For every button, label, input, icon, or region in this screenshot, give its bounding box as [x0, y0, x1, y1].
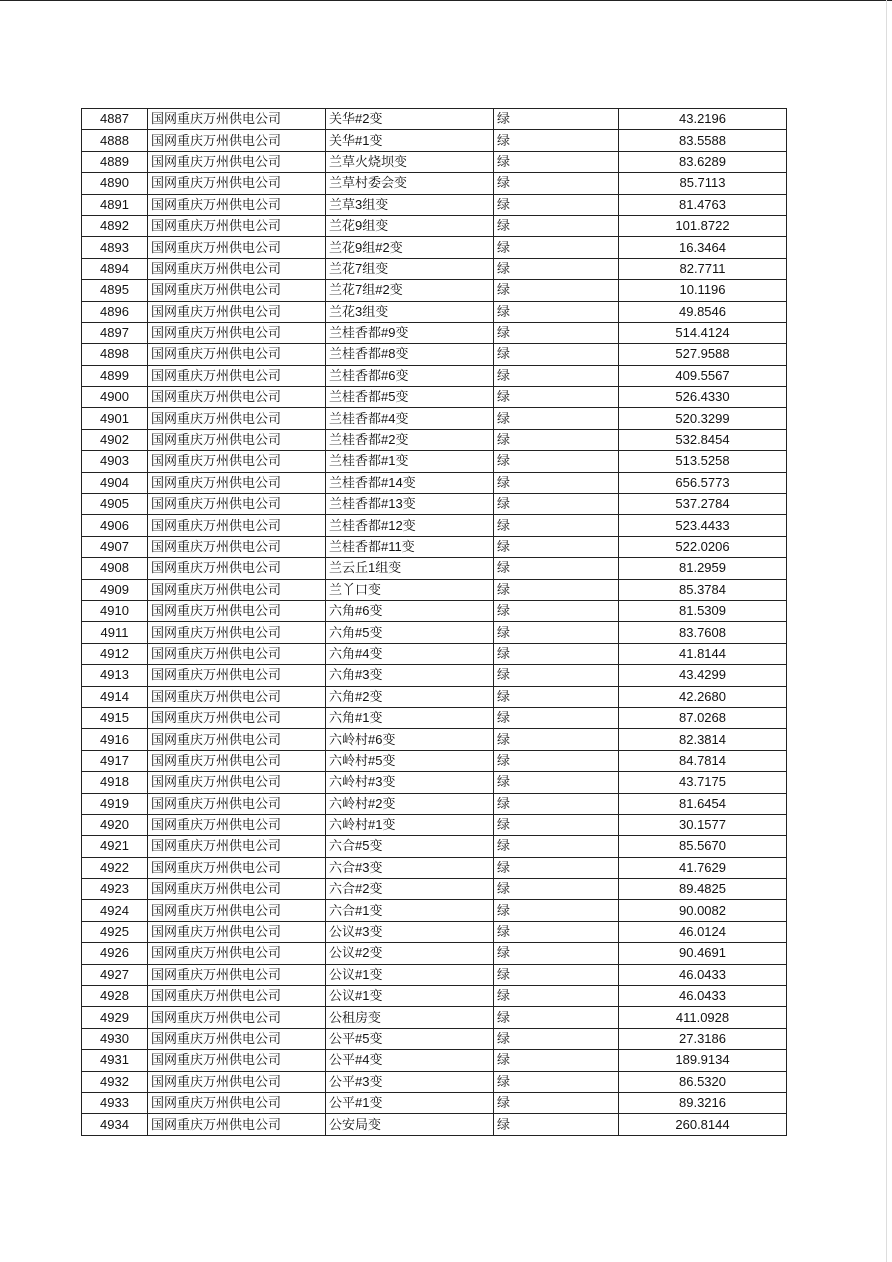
value-cell: 514.4124 [619, 322, 787, 343]
value-cell: 90.4691 [619, 943, 787, 964]
row-number-cell: 4912 [82, 643, 148, 664]
table-row [82, 280, 787, 301]
company-cell: 国网重庆万州供电公司 [148, 814, 326, 835]
row-number-cell: 4890 [82, 173, 148, 194]
table-row [82, 729, 787, 750]
company-cell: 国网重庆万州供电公司 [148, 879, 326, 900]
company-cell: 国网重庆万州供电公司 [148, 387, 326, 408]
row-number-cell: 4926 [82, 943, 148, 964]
row-number-cell: 4902 [82, 429, 148, 450]
value-cell: 43.2196 [619, 109, 787, 130]
value-cell: 513.5258 [619, 451, 787, 472]
transformer-name-cell: 六角#3变 [326, 665, 494, 686]
company-cell: 国网重庆万州供电公司 [148, 1007, 326, 1028]
status-cell: 绿 [494, 1007, 619, 1028]
company-cell: 国网重庆万州供电公司 [148, 258, 326, 279]
table-row [82, 1007, 787, 1028]
value-cell: 46.0124 [619, 921, 787, 942]
company-cell: 国网重庆万州供电公司 [148, 622, 326, 643]
table-row [82, 301, 787, 322]
row-number-cell: 4903 [82, 451, 148, 472]
value-cell: 81.6454 [619, 793, 787, 814]
table-row [82, 643, 787, 664]
value-cell: 526.4330 [619, 387, 787, 408]
transformer-name-cell: 兰花9组#2变 [326, 237, 494, 258]
row-number-cell: 4924 [82, 900, 148, 921]
value-cell: 42.2680 [619, 686, 787, 707]
transformer-name-cell: 兰草火烧坝变 [326, 151, 494, 172]
status-cell: 绿 [494, 451, 619, 472]
company-cell: 国网重庆万州供电公司 [148, 836, 326, 857]
value-cell: 41.8144 [619, 643, 787, 664]
row-number-cell: 4911 [82, 622, 148, 643]
company-cell: 国网重庆万州供电公司 [148, 943, 326, 964]
table-row [82, 365, 787, 386]
table-row [82, 921, 787, 942]
row-number-cell: 4917 [82, 750, 148, 771]
status-cell: 绿 [494, 729, 619, 750]
table-row [82, 237, 787, 258]
status-cell: 绿 [494, 665, 619, 686]
transformer-name-cell: 关华#2变 [326, 109, 494, 130]
company-cell: 国网重庆万州供电公司 [148, 600, 326, 621]
row-number-cell: 4918 [82, 772, 148, 793]
company-cell: 国网重庆万州供电公司 [148, 900, 326, 921]
status-cell: 绿 [494, 130, 619, 151]
status-cell: 绿 [494, 1028, 619, 1049]
value-cell: 90.0082 [619, 900, 787, 921]
transformer-name-cell: 兰草村委会变 [326, 173, 494, 194]
company-cell: 国网重庆万州供电公司 [148, 301, 326, 322]
row-number-cell: 4892 [82, 215, 148, 236]
status-cell: 绿 [494, 494, 619, 515]
row-number-cell: 4894 [82, 258, 148, 279]
value-cell: 85.3784 [619, 579, 787, 600]
table-row [82, 322, 787, 343]
company-cell: 国网重庆万州供电公司 [148, 772, 326, 793]
value-cell: 656.5773 [619, 472, 787, 493]
company-cell: 国网重庆万州供电公司 [148, 429, 326, 450]
status-cell: 绿 [494, 622, 619, 643]
status-cell: 绿 [494, 408, 619, 429]
transformer-name-cell: 公议#3变 [326, 921, 494, 942]
company-cell: 国网重庆万州供电公司 [148, 1050, 326, 1071]
value-cell: 411.0928 [619, 1007, 787, 1028]
transformer-name-cell: 公平#5变 [326, 1028, 494, 1049]
status-cell: 绿 [494, 387, 619, 408]
transformer-name-cell: 兰花9组变 [326, 215, 494, 236]
transformer-name-cell: 兰桂香都#14变 [326, 472, 494, 493]
status-cell: 绿 [494, 344, 619, 365]
value-cell: 81.4763 [619, 194, 787, 215]
row-number-cell: 4916 [82, 729, 148, 750]
transformer-name-cell: 公安局变 [326, 1114, 494, 1135]
row-number-cell: 4934 [82, 1114, 148, 1135]
table-row [82, 579, 787, 600]
table-row [82, 943, 787, 964]
transformer-name-cell: 六角#5变 [326, 622, 494, 643]
company-cell: 国网重庆万州供电公司 [148, 536, 326, 557]
company-cell: 国网重庆万州供电公司 [148, 344, 326, 365]
transformer-name-cell: 兰花7组变 [326, 258, 494, 279]
company-cell: 国网重庆万州供电公司 [148, 130, 326, 151]
transformer-name-cell: 六角#6变 [326, 600, 494, 621]
transformer-name-cell: 六岭村#5变 [326, 750, 494, 771]
table-row [82, 686, 787, 707]
transformer-name-cell: 公平#4变 [326, 1050, 494, 1071]
row-number-cell: 4927 [82, 964, 148, 985]
status-cell: 绿 [494, 643, 619, 664]
status-cell: 绿 [494, 258, 619, 279]
transformer-name-cell: 公议#1变 [326, 986, 494, 1007]
table-row [82, 964, 787, 985]
transformer-name-cell: 公租房变 [326, 1007, 494, 1028]
status-cell: 绿 [494, 986, 619, 1007]
status-cell: 绿 [494, 558, 619, 579]
status-cell: 绿 [494, 900, 619, 921]
company-cell: 国网重庆万州供电公司 [148, 408, 326, 429]
value-cell: 89.4825 [619, 879, 787, 900]
status-cell: 绿 [494, 964, 619, 985]
status-cell: 绿 [494, 750, 619, 771]
transformer-name-cell: 兰草3组变 [326, 194, 494, 215]
transformer-name-cell: 兰桂香都#5变 [326, 387, 494, 408]
table-row [82, 429, 787, 450]
row-number-cell: 4920 [82, 814, 148, 835]
company-cell: 国网重庆万州供电公司 [148, 793, 326, 814]
row-number-cell: 4889 [82, 151, 148, 172]
transformer-name-cell: 六合#2变 [326, 879, 494, 900]
value-cell: 189.9134 [619, 1050, 787, 1071]
value-cell: 81.2959 [619, 558, 787, 579]
table-row [82, 408, 787, 429]
table-row [82, 793, 787, 814]
status-cell: 绿 [494, 579, 619, 600]
status-cell: 绿 [494, 301, 619, 322]
row-number-cell: 4931 [82, 1050, 148, 1071]
page-top-border [0, 0, 892, 1]
company-cell: 国网重庆万州供电公司 [148, 707, 326, 728]
row-number-cell: 4909 [82, 579, 148, 600]
value-cell: 85.7113 [619, 173, 787, 194]
table-row [82, 900, 787, 921]
row-number-cell: 4922 [82, 857, 148, 878]
table-row [82, 986, 787, 1007]
table-row [82, 494, 787, 515]
row-number-cell: 4928 [82, 986, 148, 1007]
status-cell: 绿 [494, 857, 619, 878]
status-cell: 绿 [494, 215, 619, 236]
value-cell: 41.7629 [619, 857, 787, 878]
status-cell: 绿 [494, 707, 619, 728]
table-row [82, 130, 787, 151]
value-cell: 520.3299 [619, 408, 787, 429]
transformer-name-cell: 六角#4变 [326, 643, 494, 664]
status-cell: 绿 [494, 921, 619, 942]
row-number-cell: 4915 [82, 707, 148, 728]
value-cell: 523.4433 [619, 515, 787, 536]
table-body [82, 109, 787, 1136]
table-row [82, 451, 787, 472]
table-row [82, 836, 787, 857]
row-number-cell: 4895 [82, 280, 148, 301]
row-number-cell: 4905 [82, 494, 148, 515]
value-cell: 84.7814 [619, 750, 787, 771]
transformer-name-cell: 六合#5变 [326, 836, 494, 857]
company-cell: 国网重庆万州供电公司 [148, 729, 326, 750]
table-row [82, 814, 787, 835]
company-cell: 国网重庆万州供电公司 [148, 964, 326, 985]
value-cell: 260.8144 [619, 1114, 787, 1135]
table-row [82, 750, 787, 771]
value-cell: 49.8546 [619, 301, 787, 322]
table-row [82, 879, 787, 900]
table-row [82, 472, 787, 493]
table-row [82, 173, 787, 194]
transformer-name-cell: 兰云丘1组变 [326, 558, 494, 579]
company-cell: 国网重庆万州供电公司 [148, 686, 326, 707]
transformer-name-cell: 六合#1变 [326, 900, 494, 921]
company-cell: 国网重庆万州供电公司 [148, 643, 326, 664]
company-cell: 国网重庆万州供电公司 [148, 1071, 326, 1092]
value-cell: 87.0268 [619, 707, 787, 728]
table-row [82, 344, 787, 365]
company-cell: 国网重庆万州供电公司 [148, 109, 326, 130]
value-cell: 16.3464 [619, 237, 787, 258]
value-cell: 86.5320 [619, 1071, 787, 1092]
value-cell: 527.9588 [619, 344, 787, 365]
row-number-cell: 4923 [82, 879, 148, 900]
company-cell: 国网重庆万州供电公司 [148, 665, 326, 686]
table-row [82, 558, 787, 579]
row-number-cell: 4914 [82, 686, 148, 707]
company-cell: 国网重庆万州供电公司 [148, 494, 326, 515]
company-cell: 国网重庆万州供电公司 [148, 322, 326, 343]
value-cell: 82.3814 [619, 729, 787, 750]
company-cell: 国网重庆万州供电公司 [148, 1092, 326, 1113]
row-number-cell: 4932 [82, 1071, 148, 1092]
status-cell: 绿 [494, 943, 619, 964]
table-row [82, 665, 787, 686]
table-row [82, 258, 787, 279]
transformer-name-cell: 兰花3组变 [326, 301, 494, 322]
table-row [82, 536, 787, 557]
transformer-name-cell: 兰桂香都#9变 [326, 322, 494, 343]
company-cell: 国网重庆万州供电公司 [148, 365, 326, 386]
row-number-cell: 4906 [82, 515, 148, 536]
row-number-cell: 4896 [82, 301, 148, 322]
row-number-cell: 4925 [82, 921, 148, 942]
status-cell: 绿 [494, 879, 619, 900]
row-number-cell: 4913 [82, 665, 148, 686]
transformer-name-cell: 公平#1变 [326, 1092, 494, 1113]
value-cell: 82.7711 [619, 258, 787, 279]
transformer-name-cell: 公议#2变 [326, 943, 494, 964]
table-row [82, 387, 787, 408]
row-number-cell: 4933 [82, 1092, 148, 1113]
company-cell: 国网重庆万州供电公司 [148, 750, 326, 771]
row-number-cell: 4919 [82, 793, 148, 814]
company-cell: 国网重庆万州供电公司 [148, 986, 326, 1007]
table-row [82, 772, 787, 793]
value-cell: 30.1577 [619, 814, 787, 835]
table-row [82, 1114, 787, 1135]
value-cell: 85.5670 [619, 836, 787, 857]
status-cell: 绿 [494, 472, 619, 493]
row-number-cell: 4888 [82, 130, 148, 151]
status-cell: 绿 [494, 1071, 619, 1092]
transformer-name-cell: 兰桂香都#2变 [326, 429, 494, 450]
status-cell: 绿 [494, 237, 619, 258]
table-row [82, 857, 787, 878]
company-cell: 国网重庆万州供电公司 [148, 1028, 326, 1049]
value-cell: 532.8454 [619, 429, 787, 450]
transformer-name-cell: 兰桂香都#11变 [326, 536, 494, 557]
value-cell: 43.4299 [619, 665, 787, 686]
value-cell: 27.3186 [619, 1028, 787, 1049]
transformer-name-cell: 公平#3变 [326, 1071, 494, 1092]
company-cell: 国网重庆万州供电公司 [148, 215, 326, 236]
company-cell: 国网重庆万州供电公司 [148, 857, 326, 878]
status-cell: 绿 [494, 793, 619, 814]
company-cell: 国网重庆万州供电公司 [148, 151, 326, 172]
table-row [82, 215, 787, 236]
transformer-name-cell: 兰桂香都#6变 [326, 365, 494, 386]
status-cell: 绿 [494, 686, 619, 707]
table-row [82, 151, 787, 172]
table-row [82, 1092, 787, 1113]
transformer-name-cell: 六岭村#1变 [326, 814, 494, 835]
transformer-name-cell: 公议#1变 [326, 964, 494, 985]
transformer-name-cell: 六合#3变 [326, 857, 494, 878]
company-cell: 国网重庆万州供电公司 [148, 515, 326, 536]
row-number-cell: 4891 [82, 194, 148, 215]
status-cell: 绿 [494, 536, 619, 557]
status-cell: 绿 [494, 814, 619, 835]
company-cell: 国网重庆万州供电公司 [148, 173, 326, 194]
value-cell: 409.5567 [619, 365, 787, 386]
status-cell: 绿 [494, 600, 619, 621]
status-cell: 绿 [494, 194, 619, 215]
company-cell: 国网重庆万州供电公司 [148, 237, 326, 258]
company-cell: 国网重庆万州供电公司 [148, 194, 326, 215]
row-number-cell: 4887 [82, 109, 148, 130]
transformer-name-cell: 六岭村#3变 [326, 772, 494, 793]
value-cell: 46.0433 [619, 964, 787, 985]
row-number-cell: 4908 [82, 558, 148, 579]
status-cell: 绿 [494, 1092, 619, 1113]
table-row [82, 1071, 787, 1092]
status-cell: 绿 [494, 280, 619, 301]
value-cell: 89.3216 [619, 1092, 787, 1113]
value-cell: 46.0433 [619, 986, 787, 1007]
table-row [82, 194, 787, 215]
value-cell: 43.7175 [619, 772, 787, 793]
table-row [82, 622, 787, 643]
status-cell: 绿 [494, 322, 619, 343]
status-cell: 绿 [494, 836, 619, 857]
row-number-cell: 4930 [82, 1028, 148, 1049]
value-cell: 537.2784 [619, 494, 787, 515]
row-number-cell: 4898 [82, 344, 148, 365]
status-cell: 绿 [494, 1114, 619, 1135]
transformer-name-cell: 兰桂香都#1变 [326, 451, 494, 472]
transformer-name-cell: 兰桂香都#13变 [326, 494, 494, 515]
transformer-name-cell: 兰丫口变 [326, 579, 494, 600]
table-row [82, 1028, 787, 1049]
status-cell: 绿 [494, 772, 619, 793]
company-cell: 国网重庆万州供电公司 [148, 558, 326, 579]
status-cell: 绿 [494, 1050, 619, 1071]
value-cell: 81.5309 [619, 600, 787, 621]
transformer-name-cell: 六角#2变 [326, 686, 494, 707]
transformer-name-cell: 兰桂香都#8变 [326, 344, 494, 365]
company-cell: 国网重庆万州供电公司 [148, 1114, 326, 1135]
transformer-name-cell: 六角#1变 [326, 707, 494, 728]
row-number-cell: 4901 [82, 408, 148, 429]
transformer-name-cell: 兰桂香都#12变 [326, 515, 494, 536]
company-cell: 国网重庆万州供电公司 [148, 280, 326, 301]
status-cell: 绿 [494, 109, 619, 130]
company-cell: 国网重庆万州供电公司 [148, 921, 326, 942]
data-table [81, 108, 787, 1136]
row-number-cell: 4910 [82, 600, 148, 621]
value-cell: 83.6289 [619, 151, 787, 172]
transformer-name-cell: 关华#1变 [326, 130, 494, 151]
transformer-name-cell: 六岭村#6变 [326, 729, 494, 750]
row-number-cell: 4921 [82, 836, 148, 857]
company-cell: 国网重庆万州供电公司 [148, 451, 326, 472]
company-cell: 国网重庆万州供电公司 [148, 472, 326, 493]
row-number-cell: 4897 [82, 322, 148, 343]
value-cell: 522.0206 [619, 536, 787, 557]
status-cell: 绿 [494, 515, 619, 536]
table-row [82, 600, 787, 621]
status-cell: 绿 [494, 173, 619, 194]
value-cell: 83.5588 [619, 130, 787, 151]
table-row [82, 109, 787, 130]
row-number-cell: 4929 [82, 1007, 148, 1028]
status-cell: 绿 [494, 429, 619, 450]
table-row [82, 515, 787, 536]
transformer-name-cell: 六岭村#2变 [326, 793, 494, 814]
page-right-edge [886, 0, 887, 1262]
value-cell: 101.8722 [619, 215, 787, 236]
row-number-cell: 4904 [82, 472, 148, 493]
value-cell: 83.7608 [619, 622, 787, 643]
table-row [82, 707, 787, 728]
status-cell: 绿 [494, 365, 619, 386]
row-number-cell: 4900 [82, 387, 148, 408]
transformer-name-cell: 兰花7组#2变 [326, 280, 494, 301]
table-row [82, 1050, 787, 1071]
value-cell: 10.1196 [619, 280, 787, 301]
status-cell: 绿 [494, 151, 619, 172]
row-number-cell: 4907 [82, 536, 148, 557]
company-cell: 国网重庆万州供电公司 [148, 579, 326, 600]
row-number-cell: 4899 [82, 365, 148, 386]
transformer-name-cell: 兰桂香都#4变 [326, 408, 494, 429]
row-number-cell: 4893 [82, 237, 148, 258]
